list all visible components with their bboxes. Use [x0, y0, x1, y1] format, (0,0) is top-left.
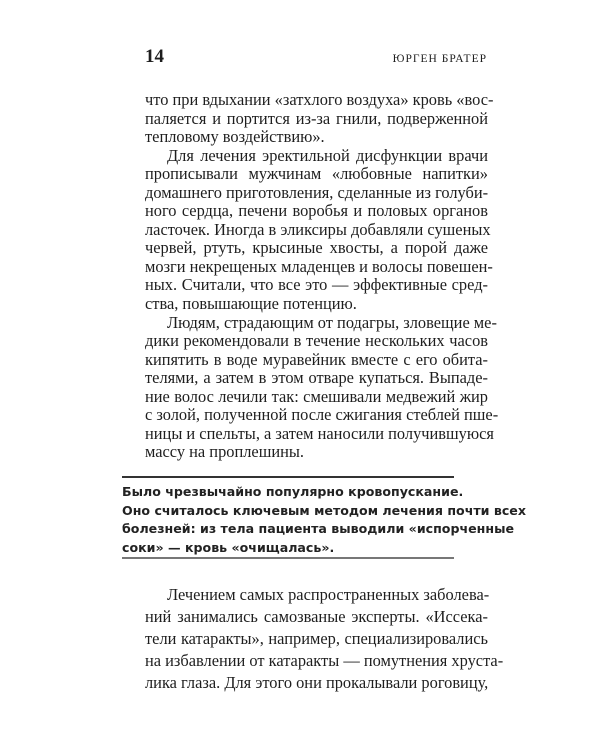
text-line: ницы и спельты, а затем наносили получившуюся: [145, 423, 494, 443]
callout-box: [122, 483, 526, 557]
text-line: с золой, полученной после сжигания стеблей пше-: [145, 405, 499, 425]
text-line: мозги некрещеных младенцев и волосы повешен-: [145, 256, 493, 276]
text-line: ства, повышающие потенцию.: [145, 294, 357, 314]
text-line: тепловому воздействию».: [145, 127, 325, 147]
callout-line: Оно считалось ключевым методом лечения почти всех: [122, 502, 526, 518]
text-line: Лечением самых распространенных заболева-: [167, 585, 490, 604]
text-line: лика глаза. Для этого они прокалывали роговицу,: [145, 673, 489, 692]
text-line: Для лечения эректильной дисфункции врачи: [167, 145, 488, 165]
text-line: ние волос лечили так: смешивали медвежий жир: [145, 386, 488, 406]
callout-top-rule: [122, 476, 454, 478]
running-head: ЮРГЕН БРАТЕР: [392, 53, 487, 65]
page-number: 14: [145, 46, 164, 67]
text-line: домашнего приготовления, сделанные из голуби-: [145, 182, 489, 202]
text-line: паляется и портится из-за гнили, подверженной: [145, 108, 488, 128]
text-line: тели катаракты», например, специализировались: [145, 629, 488, 648]
text-line: дики рекомендовали в течение нескольких часов: [145, 331, 488, 351]
text-line: кипятить в воде муравейник вместе с его обита-: [145, 349, 488, 369]
callout-line: Было чрезвычайно популярно кровопускание.: [122, 484, 464, 499]
callout-line: болезней: из тела пациента выводили «испорченные: [122, 521, 514, 536]
callout-bottom-rule: [122, 557, 454, 559]
text-line: прописывали мужчинам «любовные напитки»: [145, 164, 488, 184]
text-line: ласточек. Иногда в эликсиры добавляли сушеных: [145, 219, 491, 239]
text-line: ных. Считали, что все это — эффективные сред-: [145, 275, 488, 295]
text-line: ного сердца, печени воробья и половых органов: [145, 201, 488, 221]
text-line: массу на проплешины.: [145, 442, 304, 462]
callout-line: соки» — кровь «очищалась».: [122, 539, 335, 555]
text-line: на избавлении от катаракты — помутнения хруста-: [145, 651, 504, 670]
text-line: червей, ртуть, крысиные хвосты, а порой даже: [145, 238, 488, 258]
body-text: [145, 90, 499, 462]
text-line: что при вдыхании «затхлого воздуха» кровь «вос-: [145, 90, 494, 109]
text-line: ний занимались самозваные эксперты. «Иссека-: [145, 607, 488, 626]
body-text-continued: [145, 584, 504, 694]
text-line: телями, а затем в этом отваре купаться. Выпаде-: [145, 368, 488, 388]
text-line: Людям, страдающим от подагры, зловещие ме-: [167, 312, 497, 332]
